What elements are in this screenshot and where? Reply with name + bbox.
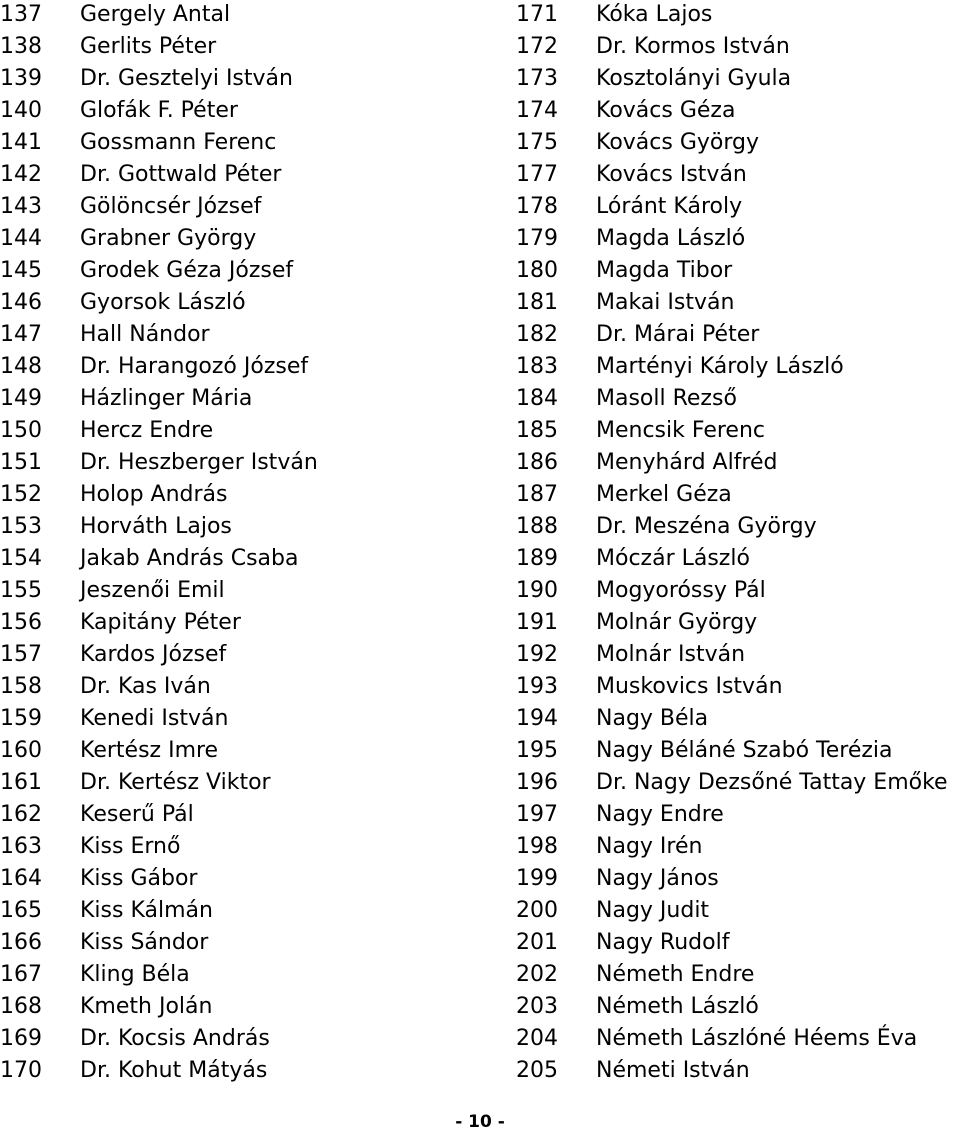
entry-number: 169 [0,1026,42,1051]
entry-name: Keserű Pál [80,802,194,827]
list-entry [0,960,470,992]
entry-name: Horváth Lajos [80,514,232,539]
list-entry [516,960,960,992]
entry-number: 194 [516,706,558,731]
entry-number: 181 [516,290,558,315]
entry-name: Dr. Meszéna György [596,514,817,539]
entry-number: 196 [516,770,558,795]
entry-number: 198 [516,834,558,859]
list-entry [516,544,960,576]
entry-number: 163 [0,834,42,859]
entry-number: 164 [0,866,42,891]
entry-name: Dr. Márai Péter [596,322,760,347]
entry-name: Kiss Sándor [80,930,209,955]
entry-name: Magda Tibor [596,258,733,283]
entry-number: 144 [0,226,42,251]
entry-name: Kling Béla [80,962,190,987]
entry-number: 191 [516,610,558,635]
entry-number: 200 [516,898,558,923]
list-entry [516,736,960,768]
entry-number: 175 [516,130,558,155]
entry-number: 202 [516,962,558,987]
entry-number: 165 [0,898,42,923]
entry-name: Martényi Károly László [596,354,844,379]
list-entry [0,800,470,832]
entry-name: Nagy Judit [596,898,710,923]
entry-name: Holop András [80,482,228,507]
list-entry [0,512,470,544]
list-entry [516,160,960,192]
list-entry [0,0,470,32]
list-entry [0,224,470,256]
entry-name: Magda László [596,226,746,251]
list-entry [516,992,960,1024]
entry-number: 157 [0,642,42,667]
entry-number: 140 [0,98,42,123]
entry-name: Dr. Gesztelyi István [80,66,293,91]
entry-number: 159 [0,706,42,731]
list-entry [0,448,470,480]
entry-name: Muskovics István [596,674,783,699]
entry-name: Gyorsok László [80,290,246,315]
entry-number: 155 [0,578,42,603]
entry-number: 173 [516,66,558,91]
entry-name: Németi István [596,1058,750,1083]
entry-number: 177 [516,162,558,187]
entry-name: Kmeth Jolán [80,994,213,1019]
entry-name: Nagy János [596,866,719,891]
list-entry [516,768,960,800]
list-entry [0,288,470,320]
list-entry [516,448,960,480]
entry-name: Kóka Lajos [596,2,713,27]
entry-name: Glofák F. Péter [80,98,238,123]
entry-number: 147 [0,322,42,347]
entry-name: Dr. Kormos István [596,34,790,59]
list-entry [0,1056,470,1088]
list-entry [516,256,960,288]
list-entry [516,288,960,320]
entry-number: 180 [516,258,558,283]
list-entry [516,352,960,384]
entry-number: 192 [516,642,558,667]
list-entry [0,64,470,96]
entry-number: 146 [0,290,42,315]
list-entry [0,256,470,288]
list-entry [0,96,470,128]
entry-number: 184 [516,386,558,411]
list-entry [516,1024,960,1056]
list-entry [516,1056,960,1088]
entry-number: 193 [516,674,558,699]
entry-number: 167 [0,962,42,987]
entry-number: 162 [0,802,42,827]
entry-name: Németh Lászlóné Héems Éva [596,1026,918,1051]
entry-name: Nagy Endre [596,802,724,827]
entry-number: 178 [516,194,558,219]
entry-name: Móczár László [596,546,750,571]
right-name-list [516,0,960,1088]
entry-name: Molnár György [596,610,758,635]
list-entry [0,928,470,960]
entry-number: 160 [0,738,42,763]
list-entry [516,128,960,160]
list-entry [0,672,470,704]
entry-number: 137 [0,2,42,27]
list-entry [516,480,960,512]
list-entry [516,192,960,224]
list-entry [516,928,960,960]
entry-name: Jeszenői Emil [80,578,225,603]
list-entry [516,800,960,832]
list-entry [0,544,470,576]
entry-name: Dr. Kocsis András [80,1026,270,1051]
list-entry [0,160,470,192]
entry-name: Mencsik Ferenc [596,418,765,443]
entry-name: Makai István [596,290,735,315]
entry-name: Nagy Béla [596,706,709,731]
entry-name: Kiss Ernő [80,834,181,859]
entry-name: Kiss Kálmán [80,898,213,923]
entry-number: 139 [0,66,42,91]
entry-number: 189 [516,546,558,571]
entry-name: Grodek Géza József [80,258,294,283]
entry-number: 170 [0,1058,42,1083]
entry-name: Gerlits Péter [80,34,217,59]
entry-number: 148 [0,354,42,379]
entry-number: 142 [0,162,42,187]
entry-number: 204 [516,1026,558,1051]
entry-number: 205 [516,1058,558,1083]
list-entry [516,896,960,928]
entry-name: Lóránt Károly [596,194,743,219]
list-entry [516,704,960,736]
entry-number: 166 [0,930,42,955]
entry-number: 161 [0,770,42,795]
entry-number: 171 [516,2,558,27]
entry-name: Gossmann Ferenc [80,130,277,155]
entry-name: Kiss Gábor [80,866,198,891]
entry-name: Kardos József [80,642,227,667]
entry-number: 149 [0,386,42,411]
entry-name: Nagy Irén [596,834,703,859]
entry-number: 174 [516,98,558,123]
entry-name: Kosztolányi Gyula [596,66,792,91]
list-entry [0,128,470,160]
entry-name: Házlinger Mária [80,386,253,411]
entry-number: 141 [0,130,42,155]
entry-name: Dr. Kas Iván [80,674,211,699]
entry-name: Mogyoróssy Pál [596,578,766,603]
entry-number: 172 [516,34,558,59]
entry-name: Merkel Géza [596,482,732,507]
list-entry [0,32,470,64]
entry-name: Dr. Kohut Mátyás [80,1058,268,1083]
page-number: - 10 - [455,1112,505,1132]
entry-name: Jakab András Csaba [80,546,299,571]
list-entry [516,320,960,352]
list-entry [0,352,470,384]
left-name-list [0,0,470,1088]
entry-number: 154 [0,546,42,571]
list-entry [0,416,470,448]
entry-name: Kenedi István [80,706,229,731]
entry-number: 188 [516,514,558,539]
list-entry [0,480,470,512]
list-entry [516,832,960,864]
entry-number: 158 [0,674,42,699]
list-entry [516,384,960,416]
list-entry [0,704,470,736]
list-entry [0,320,470,352]
entry-name: Dr. Gottwald Péter [80,162,282,187]
entry-number: 197 [516,802,558,827]
list-entry [516,640,960,672]
entry-number: 179 [516,226,558,251]
entry-name: Gölöncsér József [80,194,262,219]
entry-name: Kovács István [596,162,747,187]
entry-name: Molnár István [596,642,746,667]
entry-number: 145 [0,258,42,283]
entry-number: 203 [516,994,558,1019]
entry-name: Gergely Antal [80,2,231,27]
list-entry [0,768,470,800]
list-entry [0,1024,470,1056]
entry-number: 153 [0,514,42,539]
entry-name: Nagy Rudolf [596,930,730,955]
list-entry [516,0,960,32]
entry-number: 185 [516,418,558,443]
entry-number: 201 [516,930,558,955]
list-entry [516,608,960,640]
entry-number: 186 [516,450,558,475]
list-entry [516,32,960,64]
entry-name: Kovács Géza [596,98,736,123]
list-entry [0,736,470,768]
entry-number: 150 [0,418,42,443]
entry-number: 151 [0,450,42,475]
list-entry [516,672,960,704]
entry-name: Menyhárd Alfréd [596,450,778,475]
entry-name: Masoll Rezső [596,386,737,411]
entry-name: Dr. Nagy Dezsőné Tattay Emőke [596,770,948,795]
entry-name: Kertész Imre [80,738,219,763]
entry-number: 187 [516,482,558,507]
list-entry [0,864,470,896]
entry-name: Grabner György [80,226,257,251]
entry-name: Németh Endre [596,962,755,987]
entry-number: 143 [0,194,42,219]
entry-number: 168 [0,994,42,1019]
list-entry [516,64,960,96]
entry-name: Kovács György [596,130,760,155]
entry-number: 183 [516,354,558,379]
list-entry [0,896,470,928]
entry-name: Németh László [596,994,759,1019]
list-entry [516,96,960,128]
entry-number: 152 [0,482,42,507]
list-entry [516,576,960,608]
list-entry [0,640,470,672]
list-entry [516,864,960,896]
entry-name: Hercz Endre [80,418,214,443]
entry-number: 138 [0,34,42,59]
entry-name: Nagy Béláné Szabó Terézia [596,738,893,763]
entry-number: 190 [516,578,558,603]
entry-number: 195 [516,738,558,763]
list-entry [516,224,960,256]
list-entry [0,832,470,864]
list-entry [0,192,470,224]
entry-name: Hall Nándor [80,322,210,347]
list-entry [0,608,470,640]
list-entry [0,992,470,1024]
list-entry [516,416,960,448]
entry-name: Dr. Harangozó József [80,354,309,379]
entry-name: Kapitány Péter [80,610,241,635]
entry-number: 182 [516,322,558,347]
entry-name: Dr. Heszberger István [80,450,318,475]
list-entry [0,576,470,608]
entry-name: Dr. Kertész Viktor [80,770,271,795]
list-entry [516,512,960,544]
entry-number: 199 [516,866,558,891]
entry-number: 156 [0,610,42,635]
list-entry [0,384,470,416]
